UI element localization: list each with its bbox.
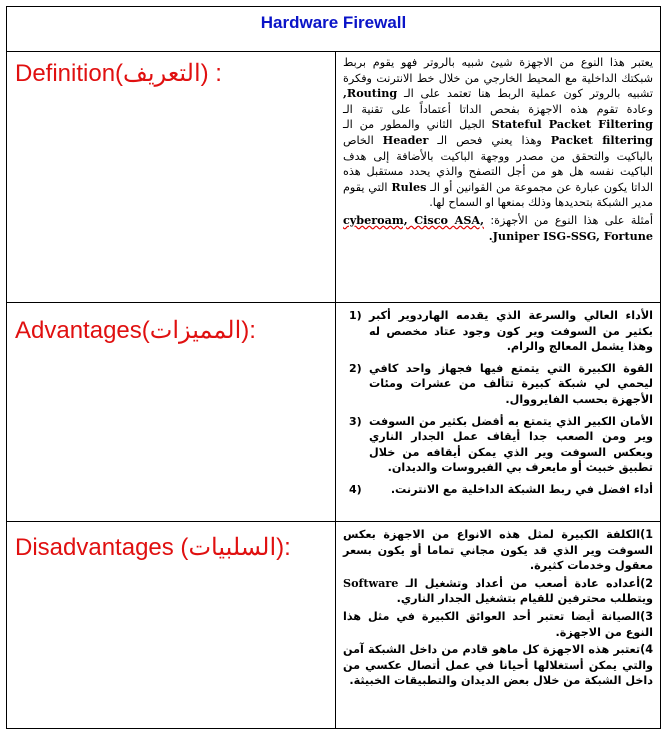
examples-list-b: Juniper ISG-SSG, Fortune. [488, 228, 653, 243]
rules-term: Rules [391, 179, 427, 194]
definition-paragraph [343, 55, 653, 211]
packet-filtering-term: Packet filtering [550, 132, 653, 147]
item-number: 1) [640, 528, 653, 541]
definition-label: Definition(التعريف) : [15, 60, 222, 87]
disadvantages-label: Disadvantages (السلبيات): [15, 534, 291, 561]
list-item [343, 482, 653, 498]
examples-list-a: cyberoam, Cisco ASA, [343, 212, 484, 227]
item-number: 4) [640, 643, 653, 657]
definition-text: الخاص بالباكيت والتحقق من مصدر ووجهة الباكيت بالأضافة إلى هدف الباكيت نفسه هل هو من أجل التصفح والذي يحدد مستقبل هذه الداتا يكون عبارة عن مجموعة من القوانين أو الـ [343, 133, 653, 194]
routing-term: Routing, [343, 86, 398, 101]
item-number: 3) [640, 609, 653, 623]
disadvantage-item [343, 609, 653, 640]
firewall-table [6, 6, 661, 729]
item-number: 4) [349, 482, 362, 496]
item-number: 2) [640, 576, 653, 590]
item-text: القوة الكبيرة التي يتمتع فيها فجهاز واحد كافي ليحمي لي شبكة كبيرة تتألف من عشرات ومئات الأجهزة بحسب الفايرووال. [369, 361, 653, 406]
disadvantages-content [343, 527, 653, 691]
item-text: أداء افضل في ربط الشبكة الداخلية مع الانترنت. [390, 482, 653, 496]
item-text: الأداء العالي والسرعة الذي يقدمه الهاردوير أكبر بكثير من السوفت وير كون وجود عتاد مخصص له وهذا يشمل المعالج والرام. [369, 309, 653, 354]
item-number: 3) [349, 414, 362, 428]
definition-text: وهذا يعني فحص الـ [437, 133, 542, 147]
advantages-list [343, 308, 653, 498]
item-text: الكلفة الكبيرة لمثل هذه الانواع من الاجهزة بعكس السوفت وير الذي قد يكون مجاني تماما أو يكون بسعر معقول وخدمات كثيرة. [343, 528, 653, 573]
list-item [343, 308, 653, 355]
item-number: 1) [349, 309, 362, 322]
list-item [343, 414, 653, 476]
disadvantage-item [343, 642, 653, 689]
item-text: تعتبر هذه الاجهزة كل ماهو قادم من داخل الشبكة آمن والتي يمكن أستغلالها أحيانا في عمل أتصال عكسي من داخل الشبكة من خلال بعض الديدان والتطبيقات الخبيثة. [343, 643, 653, 688]
header-term: Header [382, 132, 429, 147]
advantages-row [7, 302, 660, 522]
item-text: الأمان الكبير الذي يتمتع به أفضل بكثير من السوفت وير ومن الصعب جدا أيقاف عمل الجدار الناري وبعكس السوفت وير الذي يمكن أيقافه من خلال تطبيق خبيث أو مايعرف بي الفيروسات والديدان. [369, 414, 653, 475]
definition-text: وعادة تقوم هذه الاجهزة بفحص الداتا أعتماداً على تقنية الـ [343, 102, 653, 116]
advantages-label: Advantages(المميزات): [15, 317, 256, 344]
disadvantage-item [343, 527, 653, 574]
item-text: ويتطلب محترفين للقيام بتشغيل الجدار الناري. [396, 592, 653, 606]
software-term: Software [343, 575, 399, 590]
table-title: Hardware Firewall [260, 13, 407, 32]
item-text: الصيانة أيضا تعتبر أحد العوائق الكبيرة في مثل هذا النوع من الاجهزة. [343, 609, 653, 639]
stateful-term: Stateful Packet Filtering [491, 117, 654, 132]
definition-content [343, 55, 653, 246]
examples-paragraph [343, 213, 653, 244]
item-text: أعداده عادة أصعب من أعداد وتشغيل الـ [405, 576, 641, 590]
disadvantages-row [7, 521, 660, 728]
list-item [343, 361, 653, 408]
advantages-content [343, 308, 653, 504]
definition-text: الجيل الثاني والمطور من الـ [343, 118, 485, 132]
definition-text: يعتبر هذا النوع من الاجهزة شيئ شبيه بالروتر فهو يقوم بربط شبكتك الداخلية مع المحيط الخارجي من خلال خط الانترنت وفكرة تشبيه بالروتر كون عملية الربط هنا تعتمد على الـ [343, 56, 653, 101]
disadvantage-item [343, 576, 653, 607]
definition-row [7, 51, 660, 303]
item-number: 2) [349, 361, 362, 375]
examples-intro: أمثلة على هذا النوع من الأجهزة: [490, 213, 653, 227]
title-row [7, 7, 660, 52]
definition-text: التي يقوم مدير الشبكة بتحديدها وذلك بمنعها او السماح لها. [343, 180, 653, 210]
